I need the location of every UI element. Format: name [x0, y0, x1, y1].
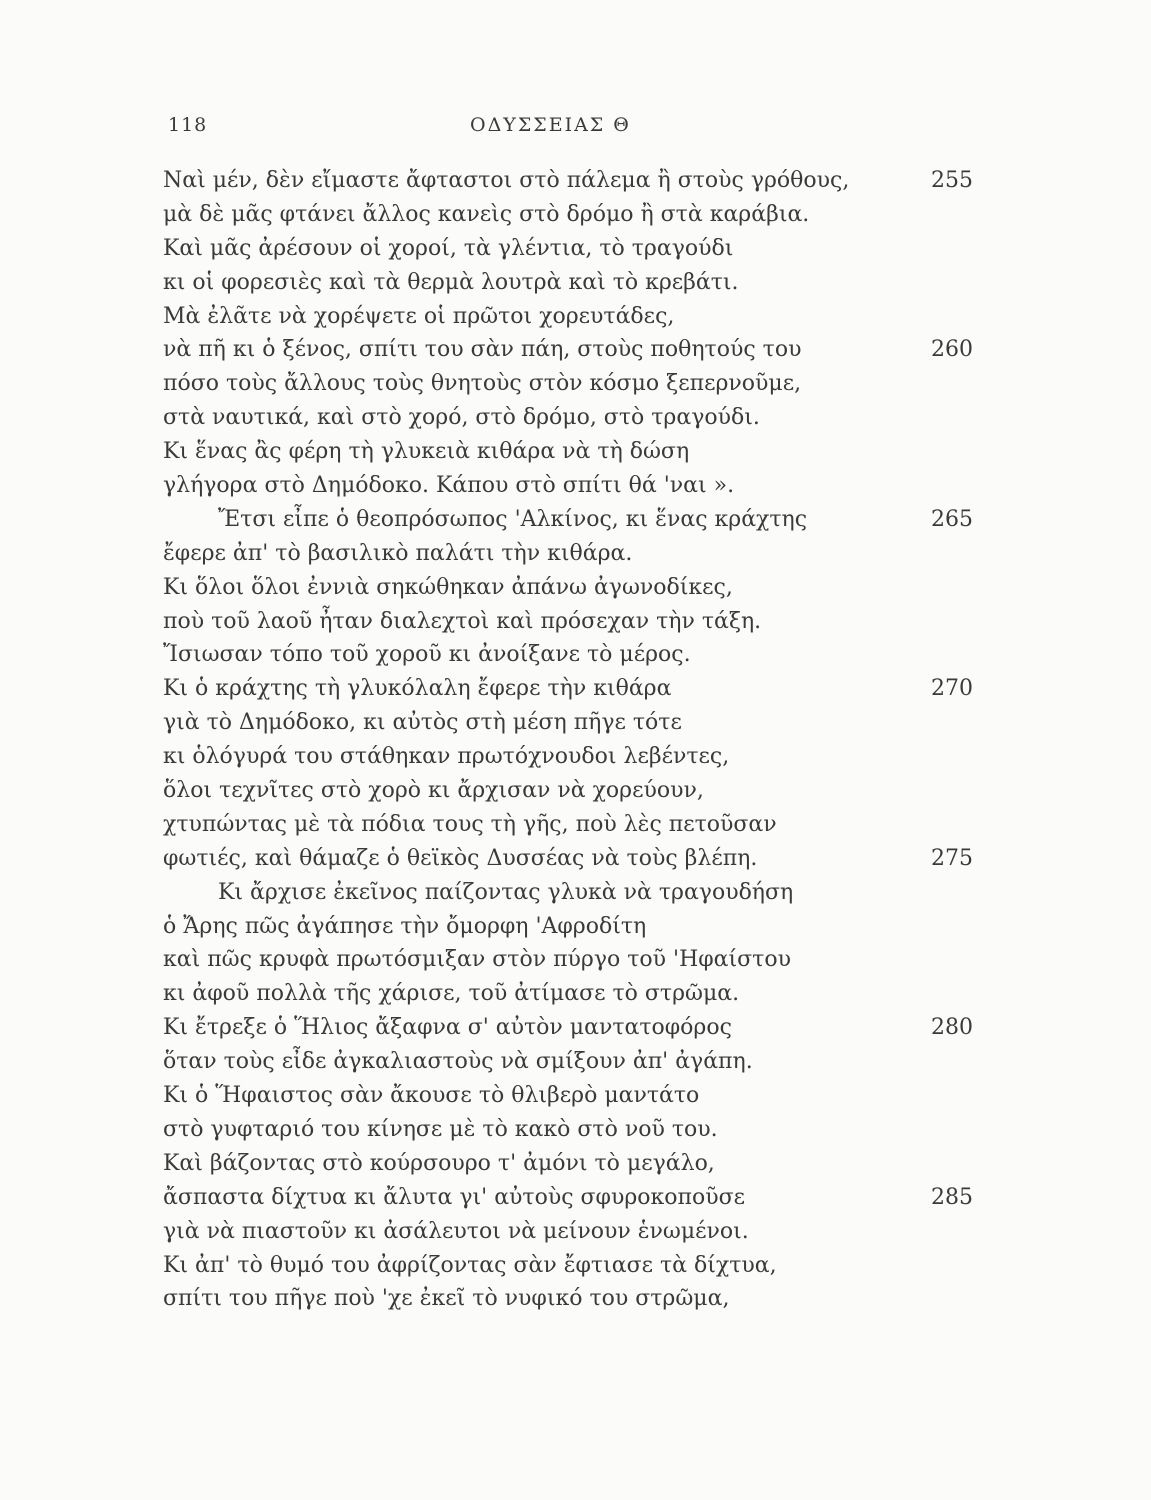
verse-text: φωτιές, καὶ θάμαζε ὁ θεϊκὸς Δυσσέας νὰ τοὺς βλέπη. — [163, 845, 758, 871]
verse-text: σπίτι του πῆγε ποὺ 'χε ἐκεῖ τὸ νυφικό του στρῶμα, — [163, 1286, 730, 1312]
verse-text: Μὰ ἐλᾶτε νὰ χορέψετε οἱ πρῶτοι χορευτάδες, — [163, 303, 675, 329]
verse-text: γλήγορα στὸ Δημόδοκο. Κάπου στὸ σπίτι θά 'ναι ». — [163, 473, 735, 499]
verse-text: κι ὁλόγυρά του στάθηκαν πρωτόχνουδοι λεβέντες, — [163, 744, 730, 770]
line-number: 255 — [931, 168, 973, 193]
verse-line — [163, 537, 993, 571]
verse-text: Ἔτσι εἶπε ὁ θεοπρόσωπος 'Αλκίνος, κι ἕνας κράχτης — [218, 506, 808, 532]
verse-line — [163, 808, 993, 842]
verse-text: γιὰ τὸ Δημόδοκο, κι αὐτὸς στὴ μέση πῆγε τότε — [163, 710, 682, 736]
verse-line — [163, 469, 993, 503]
verse-text: Κι ἄρχισε ἐκεῖνος παίζοντας γλυκὰ νὰ τραγουδήση — [218, 879, 794, 905]
verse-text: γιὰ νὰ πιαστοῦν κι ἀσάλευτοι νὰ μείνουν ἑνωμένοι. — [163, 1218, 749, 1244]
verse-line — [163, 401, 993, 435]
verse-text: Κι ἕνας ἂς φέρη τὴ γλυκειὰ κιθάρα νὰ τὴ δώση — [163, 439, 690, 465]
verse-line — [163, 842, 993, 876]
verse-line — [163, 706, 993, 740]
verse-line — [163, 876, 993, 910]
verse-line — [163, 1079, 993, 1113]
verse-line — [163, 740, 993, 774]
verse-text: νὰ πῆ κι ὁ ξένος, σπίτι του σὰν πάη, στοὺς ποθητούς του — [163, 337, 802, 363]
verse-line — [163, 1282, 993, 1316]
verse-line — [163, 1011, 993, 1045]
verse-line — [163, 1215, 993, 1249]
verse-line — [163, 1147, 993, 1181]
verse-line — [163, 943, 993, 977]
verse-line — [163, 672, 993, 706]
verse-line — [163, 638, 993, 672]
line-number: 280 — [931, 1015, 973, 1041]
verse-text: Ναὶ μέν, δὲν εἴμαστε ἄφταστοι στὸ πάλεμα ἢ στοὺς γρόθους, — [163, 168, 850, 193]
line-number: 275 — [931, 845, 973, 871]
verse-line — [163, 1181, 993, 1215]
verse-text: Καὶ μᾶς ἀρέσουν οἱ χοροί, τὰ γλέντια, τὸ τραγούδι — [163, 235, 734, 261]
verse-text: Κι ὅλοι ὅλοι ἐννιὰ σηκώθηκαν ἀπάνω ἀγωνοδίκες, — [163, 574, 733, 600]
verse-line — [163, 435, 993, 469]
verse-text: στὸ γυφταριό του κίνησε μὲ τὸ κακὸ στὸ νοῦ του. — [163, 1116, 718, 1142]
verse-line — [163, 977, 993, 1011]
verse-text: Κι ἀπ' τὸ θυμό του ἀφρίζοντας σὰν ἔφτιασε τὰ δίχτυα, — [163, 1252, 777, 1278]
verse-line — [163, 605, 993, 639]
verse-line — [163, 774, 993, 808]
running-title: ΟΔΥΣΣΕΙΑΣ Θ — [470, 114, 631, 136]
verse-text: Κι ὁ κράχτης τὴ γλυκόλαλη ἔφερε τὴν κιθάρα — [163, 676, 672, 702]
verse-line — [163, 367, 993, 401]
line-number: 270 — [931, 676, 973, 702]
verse-text: μὰ δὲ μᾶς φτάνει ἄλλος κανεὶς στὸ δρόμο ἢ στὰ καράβια. — [163, 201, 810, 227]
verse-line — [163, 1045, 993, 1079]
verse-text: ὅλοι τεχνῖτες στὸ χορὸ κι ἄρχισαν νὰ χορεύουν, — [163, 778, 704, 804]
verse-line — [163, 333, 993, 367]
line-number: 260 — [931, 337, 973, 363]
verse-line — [163, 1249, 993, 1283]
verse-text: Κι ἔτρεξε ὁ Ἥλιος ἄξαφνα σ' αὐτὸν μαντατοφόρος — [163, 1015, 732, 1041]
verse-line — [163, 571, 993, 605]
verse-line — [163, 198, 993, 232]
line-number: 285 — [931, 1184, 973, 1210]
page-number: 118 — [168, 114, 208, 136]
verse-text: καὶ πῶς κρυφὰ πρωτόσμιξαν στὸν πύργο τοῦ 'Ηφαίστου — [163, 947, 791, 973]
verse-line — [163, 266, 993, 300]
verse-text: ἔφερε ἀπ' τὸ βασιλικὸ παλάτι τὴν κιθάρα. — [163, 540, 633, 566]
verse-line — [163, 232, 993, 266]
verse-text: ὅταν τοὺς εἶδε ἀγκαλιαστοὺς νὰ σμίξουν ἀπ' ἀγάπη. — [163, 1049, 753, 1075]
verse-text: κι ἀφοῦ πολλὰ τῆς χάρισε, τοῦ ἀτίμασε τὸ στρῶμα. — [163, 981, 740, 1007]
verse-text: ποὺ τοῦ λαοῦ ἦταν διαλεχτοὶ καὶ πρόσεχαν τὴν τάξη. — [163, 608, 762, 634]
verse-text: Κι ὁ Ἥφαιστος σὰν ἄκουσε τὸ θλιβερὸ μαντάτο — [163, 1083, 700, 1109]
verse-line — [163, 300, 993, 334]
verse-text: ὁ Ἄρης πῶς ἀγάπησε τὴν ὄμορφη 'Αφροδίτη — [163, 913, 647, 939]
verse-text: κι οἱ φορεσιὲς καὶ τὰ θερμὰ λουτρὰ καὶ τὸ κρεβάτι. — [163, 269, 739, 295]
verse-text: ἄσπαστα δίχτυα κι ἄλυτα γι' αὐτοὺς σφυροκοποῦσε — [163, 1184, 746, 1210]
verse-text: Καὶ βάζοντας στὸ κούρσουρο τ' ἀμόνι τὸ μεγάλο, — [163, 1150, 715, 1176]
verse-text: χτυπώντας μὲ τὰ πόδια τους τὴ γῆς, ποὺ λὲς πετοῦσαν — [163, 811, 777, 837]
verse-line — [163, 910, 993, 944]
verse-text: στὰ ναυτικά, καὶ στὸ χορό, στὸ δρόμο, στὸ τραγούδι. — [163, 405, 760, 431]
verse-line — [163, 1113, 993, 1147]
verse-text: Ἴσιωσαν τόπο τοῦ χοροῦ κι ἀνοίξανε τὸ μέρος. — [163, 642, 691, 668]
verse-line — [163, 164, 993, 198]
verse-text: πόσο τοὺς ἄλλους τοὺς θνητοὺς στὸν κόσμο ξεπερνοῦμε, — [163, 371, 802, 397]
line-number: 265 — [931, 506, 973, 532]
verse-line — [163, 503, 993, 537]
poem-body — [163, 164, 993, 1316]
